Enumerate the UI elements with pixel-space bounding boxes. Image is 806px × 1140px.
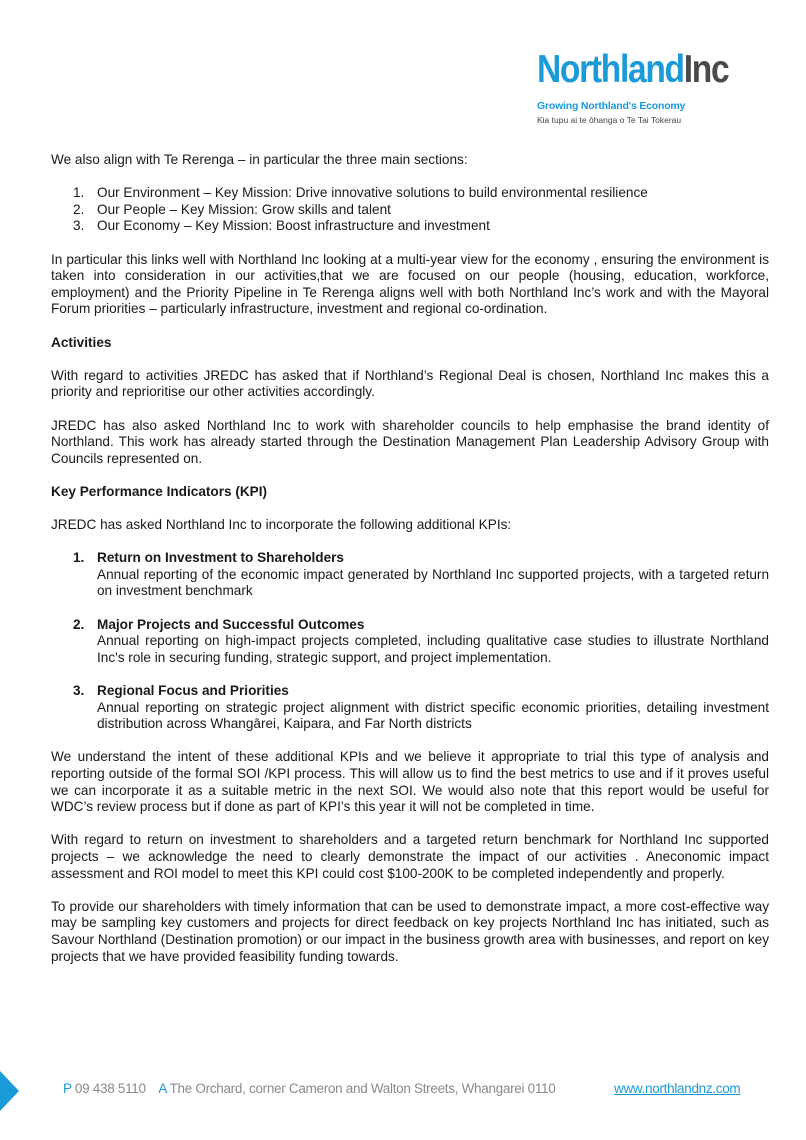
kpi-title: Return on Investment to Shareholders [97, 550, 344, 566]
kpi-item: 3. Regional Focus and Priorities Annual reporting on strategic project alignment with district specific economic priorities, detailing investment distribution across Whangārei, Kaipara, and Far North districts [73, 683, 769, 732]
te-rerenga-sections-list [51, 185, 769, 235]
activities-paragraph: With regard to activities JREDC has asked that if Northland’s Regional Deal is chosen, Northland Inc makes this a priority and reprioritise our other activities accordingly. [51, 367, 769, 400]
understand-paragraph: We understand the intent of these additional KPIs and we believe it appropriate to trial this type of analysis and reporting outside of the formal SOI /KPI process. This will allow us to find the best metrics to use and if it proves useful we can incorporate it as a suitable metric in the next SOI. We would also note that this report would be useful for WDC’s review process but if done as part of KPI’s this year it will not be completed in time. [51, 749, 769, 815]
kpi-list [51, 550, 769, 733]
brand-identity-paragraph: JREDC has also asked Northland Inc to work with shareholder councils to help emphasise the brand identity of Northland. This work has already started through the Destination Management Plan Leadership Advisory Group with Councils represented on. [51, 417, 769, 466]
northland-inc-logo [537, 50, 777, 125]
address: The Orchard, corner Cameron and Walton Streets, Whangarei 0110 [169, 1081, 556, 1096]
kpi-heading: Key Performance Indicators (KPI) [51, 483, 268, 499]
logo-subtagline: Kia tupu ai te ōhanga o Te Tai Tokerau [537, 115, 682, 125]
activities-heading: Activities [51, 334, 112, 350]
logo-tagline: Growing Northland's Economy [537, 100, 686, 112]
phone-number: 09 438 5110 [74, 1081, 146, 1096]
links-paragraph: In particular this links well with Northland Inc looking at a multi-year view for the economy , ensuring the environment is taken into consideration in our activities,that we are focused on our people (housing, education, workforce, employment) and the Priority Pipeline in Te Rerenga aligns well with both Northland Inc’s work and with the Mayoral Forum priorities – particularly infrastructure, investment and regional co-ordination. [51, 251, 769, 317]
list-item: 1. Our Environment – Key Mission: Drive innovative solutions to build environmental resilience [73, 185, 648, 201]
arrow-right-icon [0, 1071, 19, 1111]
intro-paragraph: We also align with Te Rerenga – in particular the three main sections: [51, 152, 468, 167]
kpi-item: 2. Major Projects and Successful Outcomes Annual reporting on high-impact projects completed, including qualitative case studies to illustrate Northland Inc's role in securing funding, strategic support, and project implementation. [73, 616, 769, 665]
kpi-description: Annual reporting on strategic project alignment with district specific economic priorities, detailing investment distribution across Whangārei, Kaipara, and Far North districts [97, 699, 769, 732]
kpi-item: 1. Return on Investment to Shareholders Annual reporting of the economic impact generated by Northland Inc supported projects, with a targeted return on investment benchmark [73, 550, 769, 599]
provide-paragraph: To provide our shareholders with timely information that can be used to demonstrate impact, a more cost-effective way may be sampling key customers and projects for direct feedback on key projects Northland Inc has initiated, such as Savour Northland (Destination promotion) or our impact in the business growth area with businesses, and report on key projects that we have provided feasibility funding towards. [51, 898, 769, 964]
website-link[interactable]: www.northlandnz.com [614, 1081, 741, 1096]
list-item: 2. Our People – Key Mission: Grow skills and talent [73, 201, 391, 217]
kpi-title: Regional Focus and Priorities [97, 683, 289, 698]
logo-wordmark: NorthlandInc [537, 48, 729, 91]
contact-info: P 09 438 5110 A The Orchard, corner Cameron and Walton Streets, Whangarei 0110 [63, 1081, 556, 1096]
kpi-intro-paragraph: JREDC has asked Northland Inc to incorporate the following additional KPIs: [51, 517, 512, 533]
document-body [51, 152, 769, 982]
kpi-description: Annual reporting of the economic impact generated by Northland Inc supported projects, with a targeted return on investment benchmark [97, 566, 769, 599]
page-footer [0, 1071, 806, 1111]
kpi-description: Annual reporting on high-impact projects completed, including qualitative case studies to illustrate Northland Inc's role in securing funding, strategic support, and project implementation. [97, 633, 769, 665]
kpi-title: Major Projects and Successful Outcomes [97, 616, 365, 632]
roi-paragraph: With regard to return on investment to shareholders and a targeted return benchmark for Northland Inc supported projects – we acknowledge the need to clearly demonstrate the impact of our activities . Aneconomic impact assessment and ROI model to meet this KPI could cost $100-200K to be completed independently and properly. [51, 832, 769, 881]
list-item: 3. Our Economy – Key Mission: Boost infrastructure and investment [73, 218, 490, 234]
